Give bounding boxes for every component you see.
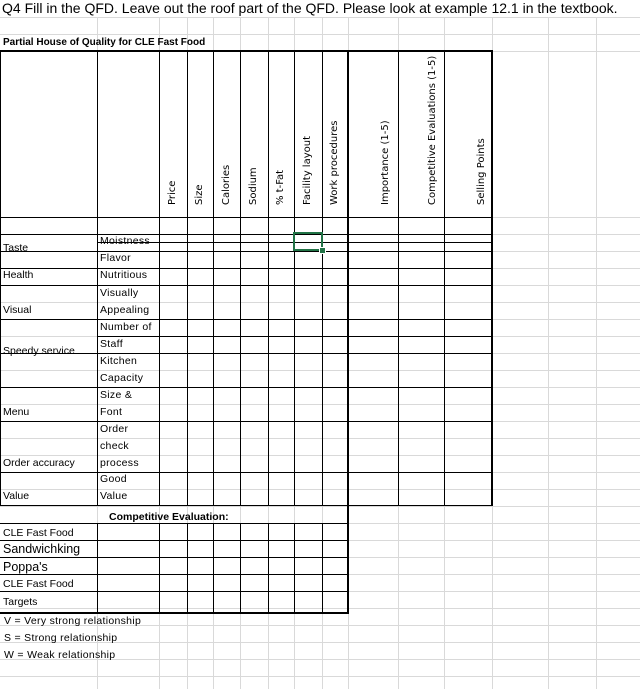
customer-requirement: Good <box>100 473 127 485</box>
table-border <box>0 251 492 252</box>
table-border <box>213 523 214 613</box>
gridline-horizontal <box>0 404 640 405</box>
gridline-horizontal <box>0 34 640 35</box>
customer-requirement: Staff <box>100 338 123 350</box>
table-border <box>240 523 241 613</box>
tech-req-label: Price <box>167 180 178 205</box>
table-border <box>187 50 188 506</box>
tech-req-label: Size <box>194 184 205 205</box>
table-border <box>0 50 492 52</box>
customer-requirement: process <box>100 457 139 469</box>
customer-requirement: Appealing <box>100 304 150 316</box>
gridline-horizontal <box>0 506 640 507</box>
tech-req-column <box>194 0 205 216</box>
table-border <box>159 523 160 613</box>
customer-category: Menu <box>3 406 30 418</box>
evaluation-column <box>380 0 391 216</box>
customer-requirement: Moistness <box>100 235 150 247</box>
gridline-horizontal <box>0 370 640 371</box>
gridline-horizontal <box>0 489 640 490</box>
competitor-name: Targets <box>3 596 38 608</box>
gridline-horizontal <box>0 676 640 677</box>
evaluation-label: Selling Points <box>476 138 487 205</box>
legend-entry: W = Weak relationship <box>4 649 116 661</box>
evaluation-column <box>476 0 487 216</box>
table-border <box>294 50 295 506</box>
customer-requirement: Kitchen <box>100 355 138 367</box>
customer-category: Health <box>3 269 34 281</box>
competitor-name: CLE Fast Food <box>3 578 74 590</box>
gridline-horizontal <box>0 302 640 303</box>
evaluation-column <box>427 0 438 216</box>
table-border <box>0 285 492 286</box>
table-border <box>294 523 295 613</box>
competitive-evaluation-label: Competitive Evaluation: <box>109 511 229 523</box>
tech-req-column <box>275 0 286 216</box>
table-border <box>159 50 160 506</box>
table-border <box>0 612 349 614</box>
table-border <box>0 319 492 320</box>
table-border <box>491 50 493 506</box>
customer-requirement: Size & <box>100 389 133 401</box>
tech-req-label: Calories <box>221 164 232 205</box>
customer-requirement: Flavor <box>100 252 131 264</box>
customer-requirement: Visually <box>100 287 139 299</box>
table-border <box>0 591 349 592</box>
table-border <box>0 268 492 269</box>
customer-category: Order accuracy <box>3 457 75 469</box>
table-border <box>347 50 349 613</box>
table-border <box>0 234 492 235</box>
competitor-name: Poppa's <box>3 560 48 574</box>
tech-req-label: Sodium <box>248 167 259 205</box>
gridline-horizontal <box>0 438 640 439</box>
table-border <box>0 50 1 506</box>
table-border <box>322 50 323 506</box>
table-border <box>0 217 492 218</box>
table-border <box>187 523 188 613</box>
customer-category: Visual <box>3 304 32 316</box>
customer-category: Taste <box>3 242 29 254</box>
table-border <box>398 50 399 506</box>
table-border <box>322 523 323 613</box>
tech-req-label: Work procedures <box>329 120 340 205</box>
gridline-horizontal <box>0 17 640 18</box>
table-border <box>213 50 214 506</box>
table-border <box>97 336 492 337</box>
legend-entry: S = Strong relationship <box>4 632 118 644</box>
legend-entry: V = Very strong relationship <box>4 615 142 627</box>
fill-handle[interactable] <box>319 247 326 254</box>
customer-requirement: Number of <box>100 321 152 333</box>
evaluation-label: Importance (1-5) <box>380 120 391 205</box>
table-border <box>268 50 269 506</box>
table-border <box>0 540 349 541</box>
customer-category: Speedy service <box>3 345 75 357</box>
tech-req-label: % t-Fat <box>275 169 286 205</box>
table-border <box>0 505 492 506</box>
table-title: Partial House of Quality for CLE Fast Food <box>3 37 206 48</box>
table-border <box>0 574 349 575</box>
table-border <box>0 387 492 388</box>
table-border <box>0 523 349 524</box>
customer-requirement: Nutritious <box>100 269 148 281</box>
tech-req-label: Facility layout <box>302 135 313 205</box>
table-border <box>444 50 445 506</box>
table-border <box>97 50 98 506</box>
customer-requirement: Font <box>100 406 123 418</box>
customer-requirement: Order <box>100 423 129 435</box>
tech-req-column <box>221 0 232 216</box>
customer-requirement: Capacity <box>100 372 144 384</box>
competitor-name: CLE Fast Food <box>3 527 74 539</box>
table-border <box>0 557 349 558</box>
tech-req-column <box>248 0 259 216</box>
gridline-horizontal <box>0 608 640 609</box>
instruction-text: Q4 Fill in the QFD. Leave out the roof part of the QFD. Please look at example 12.1 in the textbook. <box>2 0 618 16</box>
table-border <box>0 421 492 422</box>
tech-req-column <box>302 0 313 216</box>
table-border <box>97 523 98 613</box>
table-border <box>240 50 241 506</box>
tech-req-column <box>167 0 178 216</box>
tech-req-column <box>329 0 340 216</box>
table-border <box>268 523 269 613</box>
customer-requirement: check <box>100 440 129 452</box>
competitor-name: Sandwichking <box>3 542 81 556</box>
customer-requirement: Value <box>100 490 128 502</box>
customer-category: Value <box>3 490 30 502</box>
gridline-horizontal <box>0 455 640 456</box>
table-border <box>0 472 492 473</box>
evaluation-label: Competitive Evaluations (1-5) <box>427 55 438 205</box>
